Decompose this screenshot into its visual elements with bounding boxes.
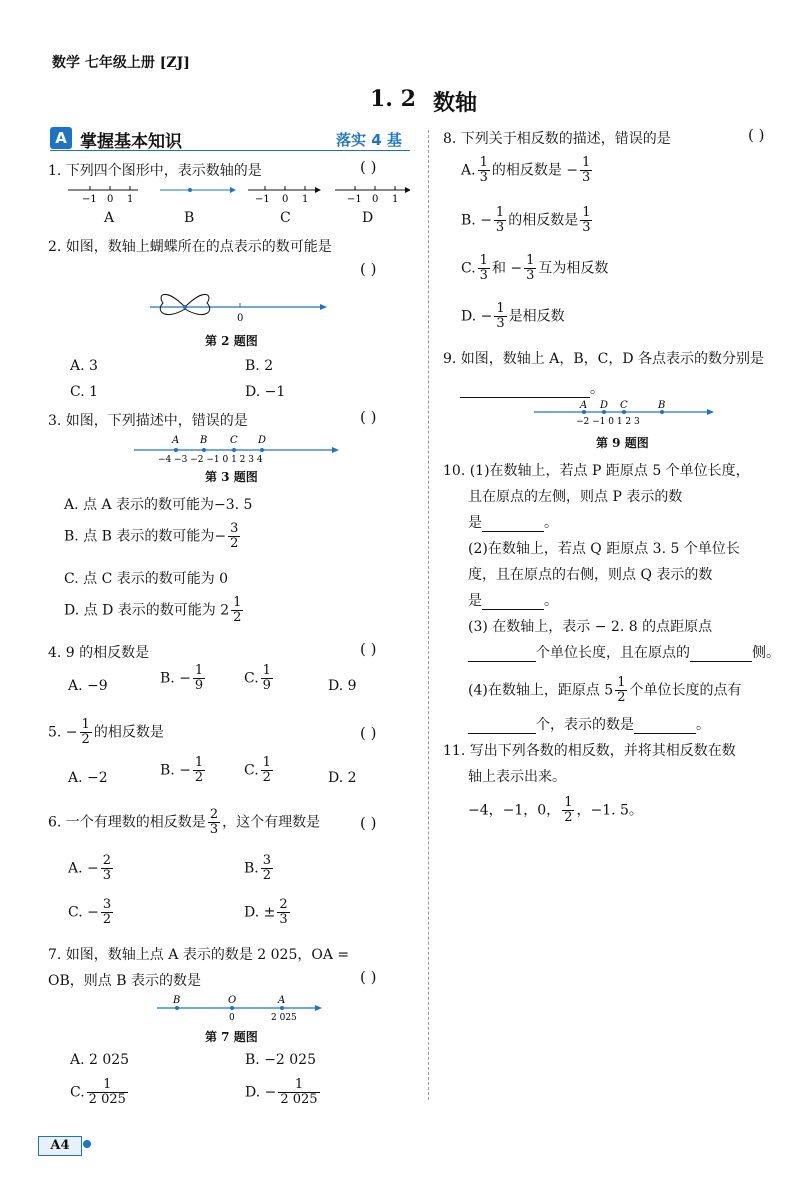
q1-tick: −1 bbox=[255, 194, 270, 205]
q7-figure bbox=[155, 994, 330, 1024]
q7-zero: 0 bbox=[229, 1013, 235, 1023]
q8-option-d: D. − $\frac{1}{3}$ 是相反数 bbox=[461, 301, 565, 331]
q6-text: 6. 一个有理数的相反数是 $\frac{2}{3}$ ，这个有理数是 bbox=[48, 807, 321, 837]
q4-option-a: A. −9 bbox=[68, 678, 108, 694]
q2-option-b: B. 2 bbox=[245, 358, 274, 374]
q4-option-b: B. − $\frac{1}{9}$ bbox=[160, 663, 204, 693]
q11-line1: 11. 写出下列各数的相反数，并将其相反数在数 bbox=[443, 743, 736, 759]
q10-line9: (4)在数轴上，距原点 5 $\frac{1}{2}$ 个单位长度的点有 bbox=[468, 675, 742, 705]
q9-text: 9. 如图，数轴上 A，B，C，D 各点表示的数分别是 bbox=[443, 351, 765, 367]
q3-figure bbox=[132, 432, 342, 464]
q7-option-d: D. − $\frac{1}{2 025}$ bbox=[245, 1077, 318, 1107]
q3-ticks: −4 −3 −2 −1 0 1 2 3 4 bbox=[158, 455, 263, 464]
q10-blank-1[interactable] bbox=[482, 517, 544, 532]
lesson-number: 1. 2 bbox=[370, 86, 416, 112]
q10-line3: 是 。 bbox=[468, 515, 558, 531]
q1-tick: 0 bbox=[282, 194, 289, 205]
q9-caption: 第 9 题图 bbox=[596, 436, 649, 450]
q3-option-b: B. 点 B 表示的数可能为− $\frac{3}{2}$ bbox=[64, 521, 239, 551]
q9-point: C bbox=[620, 400, 628, 411]
q4-text: 4. 9 的相反数是 bbox=[48, 645, 150, 661]
page-number: A4 bbox=[38, 1136, 82, 1156]
q8-option-b: B. − $\frac{1}{3}$ 的相反数是 $\frac{1}{3}$ bbox=[461, 205, 591, 235]
q10-line5: 度，且在原点的右侧，则点 Q 表示的数 bbox=[468, 567, 713, 583]
answer-paren: ( ) bbox=[360, 814, 377, 832]
q1-label-c: C bbox=[280, 210, 291, 226]
q4-option-c: C. $\frac{1}{9}$ bbox=[244, 663, 271, 693]
q2-option-a: A. 3 bbox=[70, 358, 98, 374]
q9-answer: 。 bbox=[460, 378, 604, 398]
q6-option-d: D. ± $\frac{2}{3}$ bbox=[244, 897, 288, 927]
q8-option-c: C. $\frac{1}{3}$ 和 − $\frac{1}{3}$ 互为相反数 bbox=[461, 253, 609, 283]
q9-point: D bbox=[600, 400, 609, 411]
book-header: 数学 七年级上册 [ZJ] bbox=[52, 55, 190, 71]
q9-blank[interactable] bbox=[460, 383, 590, 398]
q10-blank-3[interactable] bbox=[468, 647, 536, 662]
section-badge: A bbox=[50, 127, 72, 149]
q7-value: 2 025 bbox=[271, 1013, 297, 1023]
q6-option-a: A. − $\frac{2}{3}$ bbox=[68, 853, 112, 883]
q1-tick: −1 bbox=[82, 194, 97, 205]
q5-option-d: D. 2 bbox=[328, 770, 357, 786]
q10-line4: (2)在数轴上，若点 Q 距原点 3. 5 个单位长 bbox=[468, 541, 740, 557]
q7-line1: 7. 如图，数轴上点 A 表示的数是 2 025，OA = bbox=[48, 947, 350, 963]
answer-paren: ( ) bbox=[360, 968, 377, 986]
lesson-title: 数轴 bbox=[433, 91, 478, 116]
q1-label-a: A bbox=[104, 210, 115, 226]
answer-paren: ( ) bbox=[360, 640, 377, 658]
q1-tick: 1 bbox=[127, 194, 134, 205]
q10-line7: (3) 在数轴上，表示 − 2. 8 的点距原点 bbox=[468, 619, 713, 635]
q7-option-c: C. $\frac{1}{2 025}$ bbox=[70, 1077, 126, 1107]
q1-axes bbox=[60, 180, 410, 210]
q2-figure bbox=[145, 285, 335, 327]
q7-option-a: A. 2 025 bbox=[70, 1052, 130, 1068]
q3-point: B bbox=[200, 435, 208, 446]
answer-paren: ( ) bbox=[748, 126, 765, 144]
section-rule bbox=[50, 150, 410, 151]
column-divider bbox=[428, 130, 429, 1100]
q10-blank-5[interactable] bbox=[468, 719, 536, 734]
q8-text: 8. 下列关于相反数的描述，错误的是 bbox=[443, 131, 671, 147]
q7-line2: OB，则点 B 表示的数是 bbox=[48, 973, 201, 989]
q9-ticks: −2 −1 0 1 2 3 bbox=[576, 417, 640, 427]
q5-option-c: C. $\frac{1}{2}$ bbox=[244, 755, 271, 785]
section-name: 掌握基本知识 bbox=[80, 132, 182, 152]
q10-line2: 且在原点的左侧，则点 P 表示的数 bbox=[468, 489, 683, 505]
q10-blank-4[interactable] bbox=[690, 647, 752, 662]
q10-blank-6[interactable] bbox=[634, 719, 696, 734]
answer-paren: ( ) bbox=[360, 158, 377, 176]
q6-option-b: B. $\frac{3}{2}$ bbox=[244, 853, 272, 883]
q10-line1: 10. (1)在数轴上，若点 P 距原点 5 个单位长度， bbox=[443, 463, 750, 479]
q11-line2: 轴上表示出来。 bbox=[468, 769, 566, 785]
q3-point: D bbox=[258, 435, 267, 446]
page-dot-icon bbox=[83, 1140, 91, 1148]
q7-point: O bbox=[228, 995, 237, 1006]
q1-tick: 1 bbox=[392, 194, 399, 205]
q10-line6: 是 。 bbox=[468, 593, 558, 609]
q9-point: A bbox=[580, 400, 588, 411]
q9-point: B bbox=[658, 400, 666, 411]
q3-text: 3. 如图，下列描述中，错误的是 bbox=[48, 413, 248, 429]
q3-point: C bbox=[230, 435, 238, 446]
q3-caption: 第 3 题图 bbox=[205, 470, 258, 484]
q3-point: A bbox=[172, 435, 180, 446]
q2-text: 2. 如图，数轴上蝴蝶所在的点表示的数可能是 bbox=[48, 239, 332, 255]
section-tag: 落实 4 基 bbox=[336, 131, 402, 149]
q6-option-c: C. − $\frac{3}{2}$ bbox=[68, 897, 112, 927]
section-header bbox=[50, 126, 410, 150]
q10-line10: 个，表示的数是 。 bbox=[468, 714, 710, 734]
q1-text: 1. 下列四个图形中，表示数轴的是 bbox=[48, 163, 262, 179]
q1-tick: 0 bbox=[372, 194, 379, 205]
q2-option-c: C. 1 bbox=[70, 384, 99, 400]
q10-line8: 个单位长度，且在原点的 侧。 bbox=[468, 642, 780, 662]
q5-option-b: B. − $\frac{1}{2}$ bbox=[160, 755, 204, 785]
q7-point: A bbox=[278, 995, 286, 1006]
q7-caption: 第 7 题图 bbox=[205, 1030, 258, 1044]
q2-option-d: D. −1 bbox=[245, 384, 286, 400]
q7-option-b: B. −2 025 bbox=[245, 1052, 316, 1068]
answer-paren: ( ) bbox=[360, 724, 377, 742]
answer-paren: ( ) bbox=[360, 260, 377, 278]
q1-tick: 1 bbox=[302, 194, 309, 205]
q3-option-a: A. 点 A 表示的数可能为−3. 5 bbox=[64, 497, 253, 513]
butterfly-icon bbox=[160, 294, 210, 314]
q1-tick: 0 bbox=[107, 194, 114, 205]
q5-text: 5. − $\frac{1}{2}$ 的相反数是 bbox=[48, 717, 164, 747]
q1-label-b: B bbox=[184, 210, 195, 226]
q1-tick: −1 bbox=[347, 194, 362, 205]
q2-zero: 0 bbox=[237, 313, 244, 324]
q11-line3: −4，−1，0， $\frac{1}{2}$ ，−1. 5。 bbox=[468, 795, 643, 825]
q4-option-d: D. 9 bbox=[328, 678, 357, 694]
q7-point: B bbox=[173, 995, 181, 1006]
q9-figure bbox=[532, 398, 722, 428]
q5-option-a: A. −2 bbox=[68, 770, 108, 786]
q3-option-c: C. 点 C 表示的数可能为 0 bbox=[64, 571, 229, 587]
q3-option-d: D. 点 D 表示的数可能为 2 $\frac{1}{2}$ bbox=[64, 595, 242, 625]
q8-option-a: A. $\frac{1}{3}$ 的相反数是 − $\frac{1}{3}$ bbox=[461, 155, 591, 185]
q10-blank-2[interactable] bbox=[482, 595, 544, 610]
q2-caption: 第 2 题图 bbox=[205, 334, 258, 348]
answer-paren: ( ) bbox=[360, 408, 377, 426]
q1-label-d: D bbox=[362, 210, 374, 226]
